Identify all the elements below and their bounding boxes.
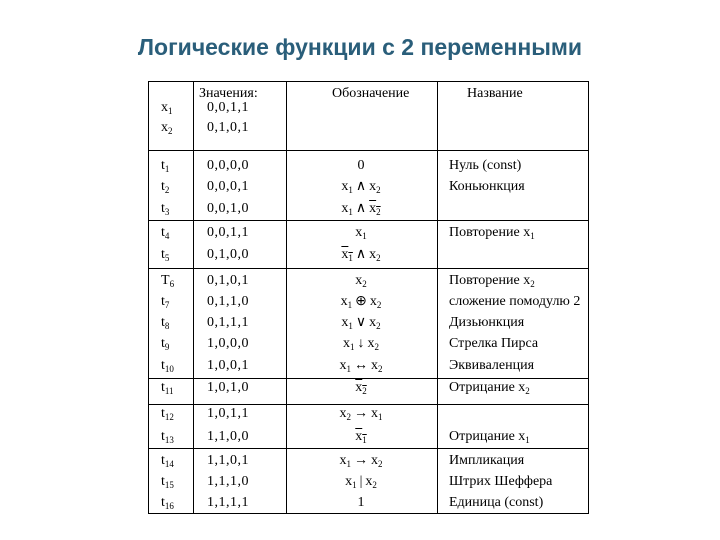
header-name: Название bbox=[467, 86, 523, 101]
var-values: 0,1,0,1 bbox=[207, 120, 249, 135]
group-divider bbox=[149, 378, 588, 379]
function-notation: $x_1$ ↔ $x_2$ bbox=[339, 358, 383, 374]
var-label: $x_1$ bbox=[161, 100, 173, 116]
function-id: $t_{13}$ bbox=[161, 429, 174, 445]
function-name: Нуль (const) bbox=[449, 158, 522, 173]
header-notation: Обозначение bbox=[332, 86, 410, 101]
function-notation: $x_1$ ↓ $x_2$ bbox=[343, 336, 379, 352]
function-notation: $x_2$ bbox=[355, 380, 367, 396]
function-name: Импликация bbox=[449, 453, 525, 468]
function-notation: $x_1$ ⊕ $x_2$ bbox=[340, 294, 382, 310]
function-notation: $x_1$ ∧ $x_2$ bbox=[341, 179, 381, 195]
function-values: 1,1,1,0 bbox=[207, 474, 249, 489]
group-divider bbox=[149, 220, 588, 221]
function-notation: $x_1$ bbox=[355, 429, 367, 445]
function-name: Дизьюнкция bbox=[449, 315, 525, 330]
group-divider bbox=[149, 448, 588, 449]
function-id: $t_{11}$ bbox=[161, 380, 174, 396]
function-name: Эквиваленция bbox=[449, 358, 535, 373]
function-values: 0,0,1,1 bbox=[207, 225, 249, 240]
header-values: Значения: bbox=[199, 86, 258, 101]
function-id: $t_4$ bbox=[161, 225, 170, 241]
function-notation: $x_2$ bbox=[355, 273, 367, 289]
group-divider bbox=[149, 404, 588, 405]
function-notation: $x_1$ | $x_2$ bbox=[345, 474, 377, 490]
function-name: сложение помодулю 2 bbox=[449, 294, 581, 309]
function-values: 1,0,0,1 bbox=[207, 358, 249, 373]
function-name: Штрих Шеффера bbox=[449, 474, 553, 489]
function-values: 1,0,1,0 bbox=[207, 380, 249, 395]
function-notation: $x_1$ bbox=[355, 225, 367, 241]
function-notation: $x_1$ ∧ $x_2$ bbox=[341, 201, 381, 217]
function-values: 0,0,0,1 bbox=[207, 179, 249, 194]
function-notation: $x_1$ ∧ $x_2$ bbox=[341, 247, 381, 263]
function-values: 0,0,0,0 bbox=[207, 158, 249, 173]
function-id: $t_1$ bbox=[161, 158, 170, 174]
function-id: $t_{14}$ bbox=[161, 453, 174, 469]
function-id: $T_6$ bbox=[161, 273, 175, 289]
function-name: Стрелка Пирса bbox=[449, 336, 539, 351]
function-values: 1,1,1,1 bbox=[207, 495, 249, 510]
function-id: $t_9$ bbox=[161, 336, 170, 352]
function-values: 0,1,0,0 bbox=[207, 247, 249, 262]
var-values: 0,0,1,1 bbox=[207, 100, 249, 115]
function-id: $t_8$ bbox=[161, 315, 170, 331]
var-label: $x_2$ bbox=[161, 120, 173, 136]
group-divider bbox=[149, 268, 588, 269]
function-name: Повторение $x_1$ bbox=[449, 225, 535, 241]
function-values: 0,1,0,1 bbox=[207, 273, 249, 288]
function-id: $t_{16}$ bbox=[161, 495, 174, 511]
function-id: $t_{10}$ bbox=[161, 358, 174, 374]
function-id: $t_5$ bbox=[161, 247, 170, 263]
function-name: Отрицание $x_2$ bbox=[449, 380, 530, 396]
function-id: $t_3$ bbox=[161, 201, 170, 217]
function-values: 0,1,1,1 bbox=[207, 315, 249, 330]
function-name: Повторение $x_2$ bbox=[449, 273, 535, 289]
function-notation: 1 bbox=[357, 495, 365, 510]
function-values: 1,0,0,0 bbox=[207, 336, 249, 351]
function-id: $t_{15}$ bbox=[161, 474, 174, 490]
function-values: 1,1,0,0 bbox=[207, 429, 249, 444]
function-name: Единица (const) bbox=[449, 495, 544, 510]
function-id: $t_7$ bbox=[161, 294, 170, 310]
group-divider bbox=[149, 150, 588, 151]
function-id: $t_2$ bbox=[161, 179, 170, 195]
function-id: $t_{12}$ bbox=[161, 406, 174, 422]
function-name: Коньюнкция bbox=[449, 179, 525, 194]
function-notation: $x_2 \to x_1$ bbox=[339, 406, 383, 422]
logic-functions-table bbox=[148, 81, 589, 514]
function-notation: $x_1 \to x_2$ bbox=[339, 453, 383, 469]
function-values: 1,0,1,1 bbox=[207, 406, 249, 421]
function-notation: $x_1$ ∨ $x_2$ bbox=[341, 315, 381, 331]
page-title: Логические функции с 2 переменными bbox=[137, 34, 583, 60]
function-notation: 0 bbox=[357, 158, 365, 173]
function-name: Отрицание $x_1$ bbox=[449, 429, 530, 445]
function-values: 0,0,1,0 bbox=[207, 201, 249, 216]
function-values: 0,1,1,0 bbox=[207, 294, 249, 309]
function-values: 1,1,0,1 bbox=[207, 453, 249, 468]
